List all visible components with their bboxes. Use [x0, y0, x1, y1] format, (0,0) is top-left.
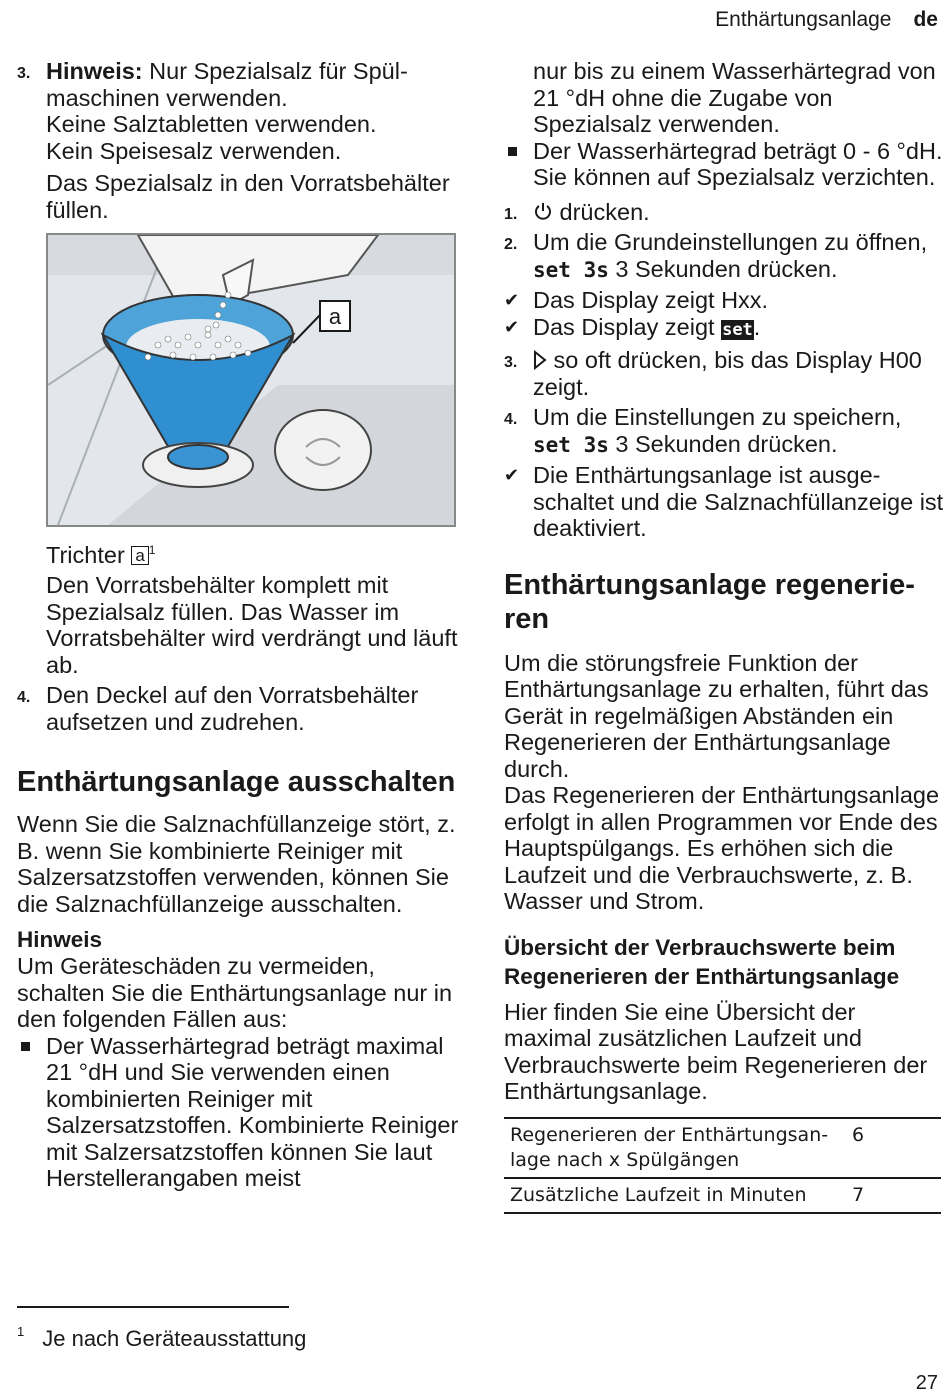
right-column [504, 58, 944, 1214]
note-label: Hinweis: [46, 58, 143, 84]
table-cell-value: 7 [846, 1178, 941, 1213]
left-column [17, 58, 467, 1192]
step-3-fill-text: Das Spezialsalz in den Vorratsbehälter füllen. [46, 170, 450, 223]
heading-consumption-overview: Übersicht der Verbrauchswerte beim Regenerieren der Enthärtungsanlage [504, 934, 900, 989]
result-3 [504, 462, 944, 542]
step-text: Nur Spezialsalz für Spülmaschinen verwenden. [46, 58, 408, 111]
consumption-table [504, 1117, 941, 1214]
fill-instruction: Den Vorratsbehälter komplett mit Spezialsalz füllen. Das Wasser im Vorratsbehälter wird verdrängt und läuft ab. [46, 572, 458, 678]
set-3s-key: set 3s [533, 432, 609, 457]
step-number: 4. [17, 689, 31, 707]
heading-regenerate: Enthärtungsanlage regenerieren [504, 568, 915, 635]
set-3s-key: set 3s [533, 257, 609, 282]
figure-callout-a: a [328, 304, 342, 329]
bullet-marker [21, 1042, 30, 1051]
result-text-end: . [753, 313, 761, 340]
set-display-indicator: set [722, 319, 753, 340]
step-text-end: 3 Sekunden drücken. [608, 255, 838, 282]
result-text: Das Display zeigt [533, 313, 722, 340]
power-icon [533, 202, 553, 222]
step-text: Um die Grundeinstellungen zu öffnen, [533, 229, 928, 255]
funnel-drawing [48, 235, 454, 525]
step-text: drücken. [553, 198, 650, 225]
footnote-text: Je nach Geräteausstattung [42, 1326, 307, 1351]
footnote [17, 1324, 306, 1352]
page-number: 27 [915, 1372, 938, 1394]
checkmark-icon: ✔ [504, 290, 520, 310]
bullet-item [17, 1033, 467, 1192]
step-3 [504, 347, 944, 400]
header-language: de [913, 8, 938, 31]
table-row [504, 1178, 941, 1213]
bullet-item [504, 138, 944, 191]
result-text: Das Display zeigt Hxx. [533, 287, 769, 313]
footnote-rule [17, 1306, 289, 1308]
caption-text: Trichter [46, 541, 132, 568]
heading-disable-softener: Enthärtungsanlage ausschalten [17, 766, 456, 799]
step-number: 2. [504, 236, 518, 253]
header-section: Enthärtungsanlage [715, 8, 892, 31]
bullet-text: Der Wasserhärtegrad beträgt 0 - 6 °dH. Sie können auf Spezialsalz verzichten. [533, 137, 943, 190]
table-intro: Hier finden Sie eine Übersicht der maximal zusätzlichen Laufzeit und Verbrauchswerte beim Regenerieren der Enthärtungsanlage. [504, 998, 928, 1104]
bullet-marker [508, 147, 517, 156]
table-cell-label: Zusätzliche Laufzeit in Minuten [504, 1178, 846, 1213]
step-text-end: 3 Sekunden drücken. [608, 430, 838, 457]
bullet-continuation [504, 58, 944, 138]
footnote-mark: 1 [17, 1324, 25, 1339]
bullet-text: nur bis zu einem Wasserhärtegrad von 21 °dH ohne die Zugabe von Spezialsalz verwenden. [533, 58, 936, 137]
checkmark-icon: ✔ [504, 465, 520, 485]
table-cell-label: Regenerieren der Enthärtungsanlage nach x Spülgängen [504, 1118, 846, 1178]
step-text: Um die Einstellungen zu speichern, [533, 404, 902, 430]
regen-paragraph-1: Um die störungsfreie Funktion der Enthärtungsanlage zu erhalten, führt das Gerät in regelmäßigen Abständen ein Regenerieren der Enthärtungsanlage durch. [504, 649, 929, 782]
step-4 [504, 404, 944, 458]
funnel-illustration [46, 233, 456, 527]
regen-paragraph-2: Das Regenerieren der Enthärtungsanlage erfolgt in allen Programmen vor Ende des Hauptspülgangs. Es erhöhen sich die Laufzeit und die Verbrauchswerte, z. B. Wasser und Strom. [504, 782, 940, 914]
figure-caption [17, 537, 467, 568]
step-2 [504, 229, 944, 283]
step-number: 1. [504, 205, 518, 223]
step-text: Den Deckel auf den Vorratsbehälter aufsetzen und zudrehen. [46, 682, 419, 735]
result-2 [504, 314, 944, 344]
step-number: 3. [504, 354, 518, 371]
step-3-line-2: Keine Salztabletten verwenden. [46, 111, 377, 137]
result-text: Die Enthärtungsanlage ist ausgeschaltet und die Salznachfüllanzeige ist deaktiviert. [533, 462, 944, 541]
step-3-line-3: Kein Speisesalz verwenden. [46, 137, 342, 164]
step-1 [504, 199, 944, 226]
running-header [715, 8, 938, 32]
footnote-ref: 1 [148, 543, 156, 557]
result-1 [504, 287, 944, 314]
note-heading: Hinweis [17, 927, 103, 953]
step-4 [17, 682, 467, 735]
step-number: 3. [17, 65, 31, 82]
caption-letter: a [131, 546, 148, 565]
bullet-text: Der Wasserhärtegrad beträgt maximal 21 °dH und Sie verwenden einen kombinierten Reiniger mit Salzersatzstoffen. Kombinierte Reiniger mit Salzersatzstoffen können Sie laut Herstellerangaben meist [46, 1032, 459, 1192]
checkmark-icon: ✔ [504, 316, 520, 337]
note-text: Um Geräteschäden zu vermeiden, schalten Sie die Enthärtungsanlage nur in den folgenden Fällen aus: [17, 953, 453, 1033]
table-row [504, 1118, 941, 1178]
step-3-note [17, 58, 467, 111]
step-number: 4. [504, 411, 518, 428]
table-cell-value: 6 [846, 1118, 941, 1178]
step-text: so oft drücken, bis das Display H00 zeigt. [533, 347, 922, 400]
disable-intro: Wenn Sie die Salznachfüllanzeige stört, z. B. wenn Sie kombinierte Reiniger mit Salzersatzstoffen verwenden, können Sie die Salznachfüllanzeige ausschalten. [17, 811, 456, 917]
arrow-right-icon [533, 350, 547, 370]
